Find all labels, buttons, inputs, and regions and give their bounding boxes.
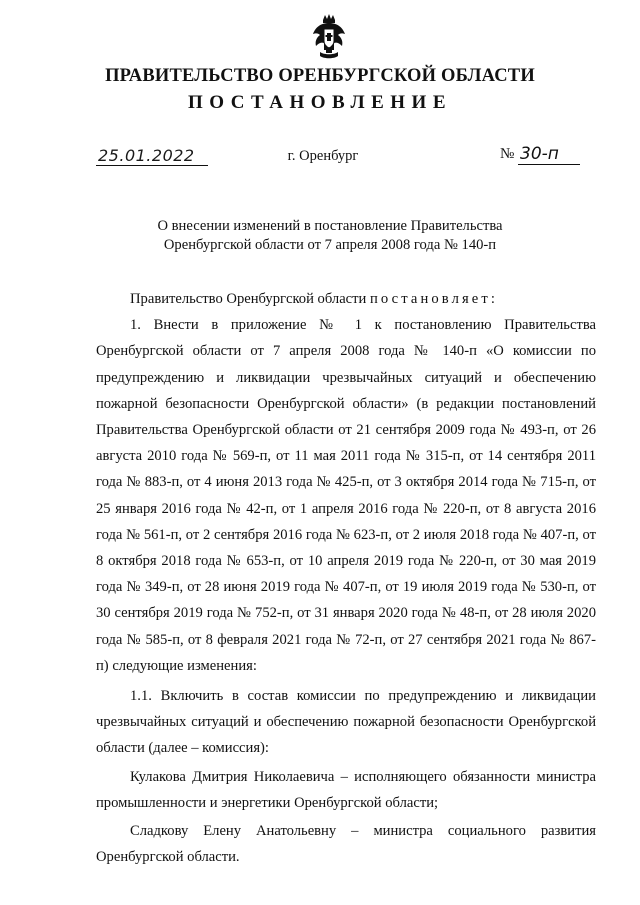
number-sign: № (500, 146, 515, 162)
document-body (96, 286, 596, 870)
intro-paragraph (96, 286, 596, 312)
document-type: ПОСТАНОВЛЕНИЕ (187, 92, 453, 113)
coat-of-arms-icon (312, 14, 346, 62)
government-title: ПРАВИТЕЛЬСТВО ОРЕНБУРГСКОЙ ОБЛАСТИ (105, 66, 535, 86)
document-city: г. Оренбург (287, 148, 359, 164)
member-1-paragraph: Кулакова Дмитрия Николаевича – исполняющего обязанности министра промышленности и энергетики Оренбургской области; (96, 768, 596, 811)
intro-prefix: Правительство Оренбургской области (130, 291, 367, 307)
document-number-row (500, 144, 580, 166)
document-number: 30-п (518, 144, 580, 165)
item-1-1-paragraph: 1.1. Включить в состав комиссии по предупреждению и ликвидации чрезвычайных ситуаций и обеспечению пожарной безопасности Оренбургской области (далее – комиссия): (96, 688, 596, 757)
subject-line-1: О внесении изменений в постановление Правительства (157, 218, 503, 234)
document-date: 25.01.2022 (96, 146, 208, 166)
subject-line-2: Оренбургской области от 7 апреля 2008 года № 140-п (163, 237, 497, 253)
intro-verb: постановляет: (370, 291, 498, 307)
document-subject (130, 217, 530, 255)
item-1-paragraph: 1. Внести в приложение № 1 к постановлению Правительства Оренбургской области от 7 апреля 2008 года № 140-п «О комиссии по предупреждению и ликвидации чрезвычайных ситуаций и обеспечению пожарной безопасности Оренбургской области» (в редакции постановлений Правительства Оренбургской области от 21 сентября 2009 года № 493-п, от 26 августа 2010 года № 569-п, от 11 мая 2011 года № 315-п, от 14 сентября 2011 года № 883-п, от 4 июня 2013 года № 425-п, от 3 октября 2014 года № 715-п, от 25 января 2016 года № 42-п, от 1 апреля 2016 года № 220-п, от 8 августа 2016 года № 561-п, от 2 сентября 2016 года № 623-п, от 2 июля 2018 года № 407-п, от 8 октября 2018 года № 653-п, от 10 апреля 2019 года № 220-п, от 30 мая 2019 года № 349-п, от 28 июня 2019 года № 407-п, от 19 июля 2019 года № 530-п, от 30 сентября 2019 года № 752-п, от 31 января 2020 года № 48-п, от 28 июля 2020 года № 585-п, от 8 февраля 2021 года № 72-п, от 27 сентября 2021 года № 867-п) следующие изменения: (96, 317, 596, 674)
member-2-paragraph: Сладкову Елену Анатольевну – министра социального развития Оренбургской области. (96, 823, 596, 866)
